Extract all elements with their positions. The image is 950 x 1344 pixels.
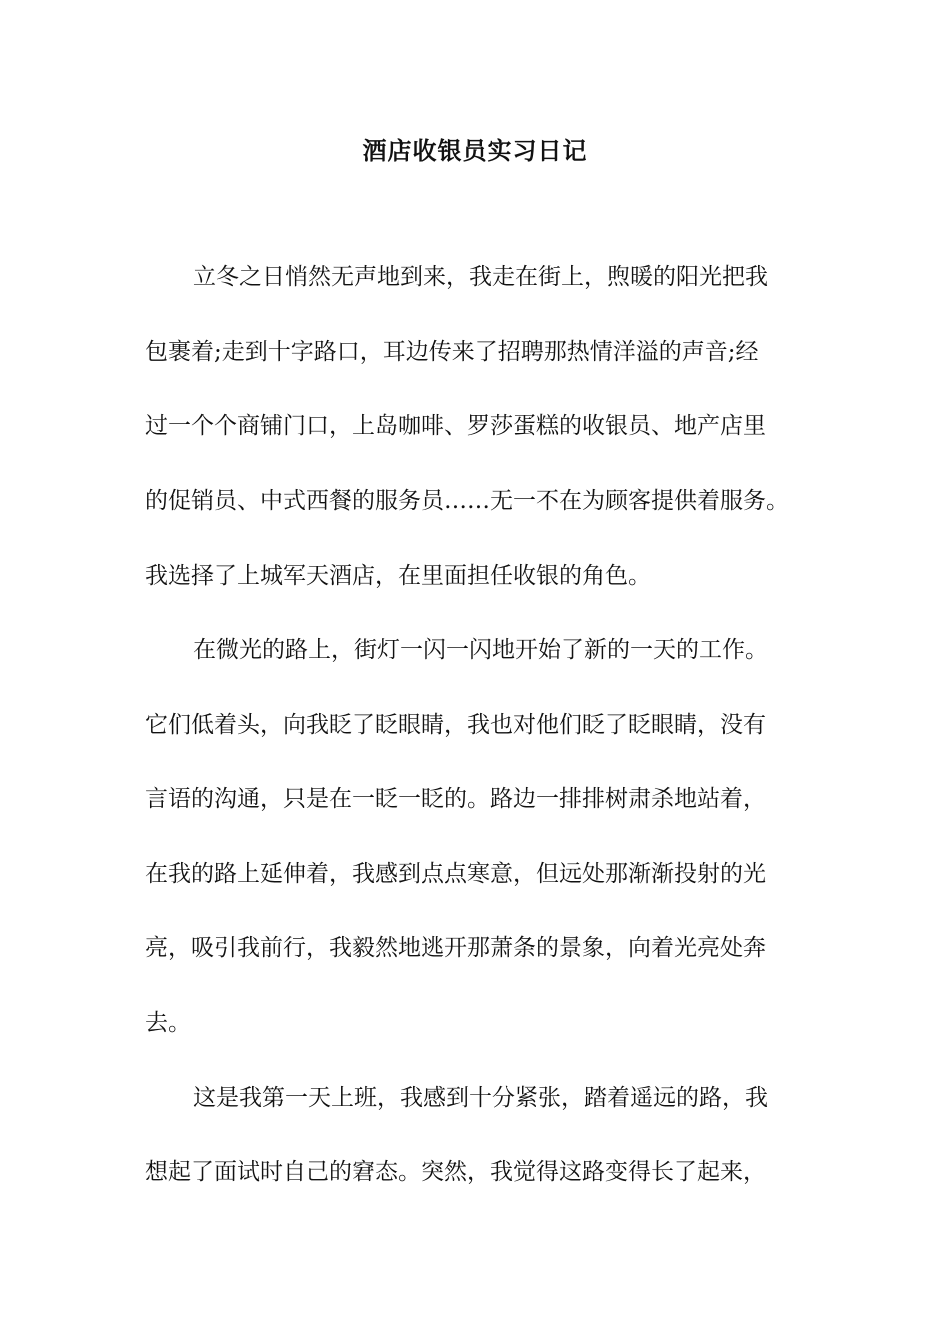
paragraph-line: 想起了面试时自己的窘态。突然，我觉得这路变得长了起来， [145, 1159, 766, 1185]
paragraph-line: 在微光的路上，街灯一闪一闪地开始了新的一天的工作。 [193, 637, 768, 663]
paragraph-line: 言语的沟通，只是在一眨一眨的。路边一排排树肃杀地站着， [145, 786, 766, 812]
paragraph-line: 过一个个商铺门口，上岛咖啡、罗莎蛋糕的收银员、地产店里 [145, 413, 766, 439]
paragraph-line: 的促销员、中式西餐的服务员……无一不在为顾客提供着服务。 [145, 488, 789, 514]
paragraph-line: 这是我第一天上班，我感到十分紧张，踏着遥远的路，我 [193, 1085, 768, 1111]
paragraph-line: 包裹着;走到十字路口，耳边传来了招聘那热情洋溢的声音;经 [145, 339, 759, 365]
paragraph-line: 立冬之日悄然无声地到来，我走在街上，煦暖的阳光把我 [193, 264, 768, 290]
paragraph-line: 我选择了上城军天酒店，在里面担任收银的角色。 [145, 563, 651, 589]
paragraph-line: 去。 [145, 1010, 191, 1036]
document-title: 酒店收银员实习日记 [362, 136, 588, 165]
paragraph-line: 亮，吸引我前行，我毅然地逃开那萧条的景象，向着光亮处奔 [145, 935, 766, 961]
paragraph-line: 它们低着头，向我眨了眨眼睛，我也对他们眨了眨眼睛，没有 [145, 712, 766, 738]
paragraph-line: 在我的路上延伸着，我感到点点寒意，但远处那渐渐投射的光 [145, 861, 766, 887]
